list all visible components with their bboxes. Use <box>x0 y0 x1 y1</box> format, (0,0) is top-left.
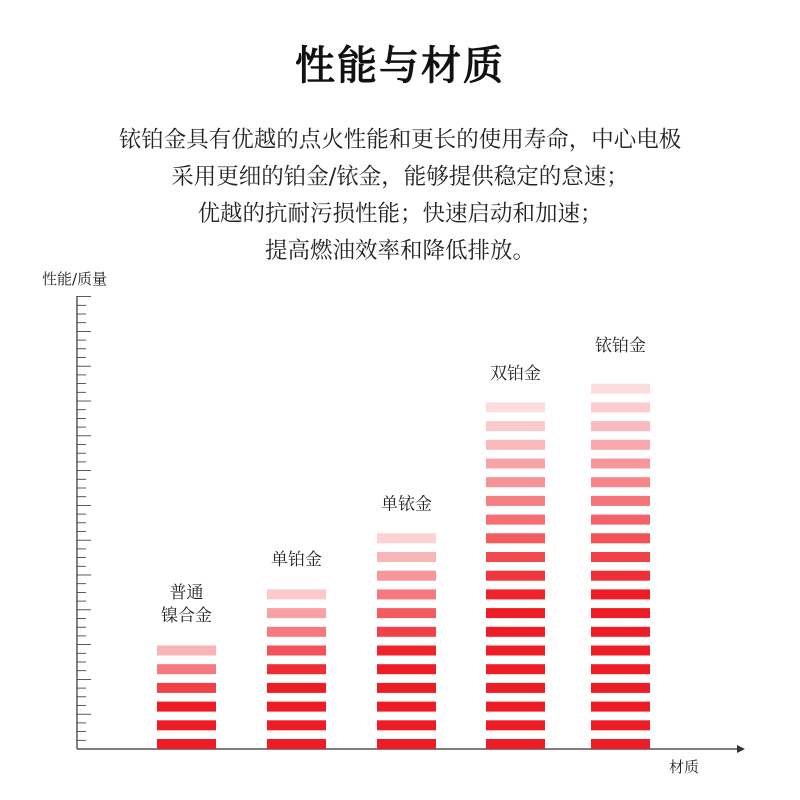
bar-stripe <box>377 589 436 599</box>
bar-stripe <box>267 589 326 599</box>
bar-stripe <box>377 571 436 581</box>
bar-label: 普通 <box>169 583 204 604</box>
bar-stripe <box>486 627 545 637</box>
bar-stripe <box>157 702 216 712</box>
bar-stripe <box>486 608 545 618</box>
bar-stripe <box>377 702 436 712</box>
bar-stripe <box>267 664 326 674</box>
bar-stripe <box>591 533 650 543</box>
bar-1 <box>157 646 216 750</box>
bar-stripe <box>591 459 650 469</box>
bar-stripe <box>267 627 326 637</box>
bar-stripe <box>591 608 650 618</box>
bar-stripe <box>377 683 436 693</box>
bar-stripe <box>591 571 650 581</box>
bar-label: 铱铂金 <box>595 335 646 356</box>
bar-stripe <box>157 739 216 749</box>
bar-stripe <box>591 683 650 693</box>
bar-5 <box>591 384 650 749</box>
bar-stripe <box>486 683 545 693</box>
bar-stripe <box>267 683 326 693</box>
bar-stripe <box>267 739 326 749</box>
bar-stripe <box>267 646 326 656</box>
bar-stripe <box>486 664 545 674</box>
bar-stripe <box>486 440 545 450</box>
bar-stripe <box>377 608 436 618</box>
bar-stripe <box>267 720 326 730</box>
bar-stripe <box>591 440 650 450</box>
description-line-3: 优越的抗耐污损性能；快速启动和加速； <box>197 201 603 227</box>
bar-stripe <box>591 421 650 431</box>
bar-3 <box>377 533 436 749</box>
bar-4 <box>486 402 545 749</box>
bar-stripe <box>591 384 650 394</box>
bar-stripe <box>267 608 326 618</box>
bar-stripe <box>591 402 650 412</box>
bar-2 <box>267 589 326 749</box>
bar-label: 镍合金 <box>161 606 212 627</box>
bar-stripe <box>486 515 545 525</box>
bar-stripe <box>591 477 650 487</box>
bar-stripe <box>157 646 216 656</box>
bar-stripe <box>377 533 436 543</box>
bar-stripe <box>591 515 650 525</box>
bar-stripe <box>486 421 545 431</box>
bar-stripe <box>157 720 216 730</box>
page-title: 性能与材质 <box>295 43 505 89</box>
bar-stripe <box>377 720 436 730</box>
bar-stripe <box>486 402 545 412</box>
bar-stripe <box>486 533 545 543</box>
bar-stripe <box>591 720 650 730</box>
chart-category-labels <box>161 336 646 626</box>
bar-stripe <box>486 459 545 469</box>
bar-stripe <box>267 702 326 712</box>
bar-stripe <box>591 646 650 656</box>
bar-label: 单铱金 <box>381 494 432 515</box>
x-axis-label: 材质 <box>669 758 700 776</box>
bar-stripe <box>486 496 545 506</box>
description-line-1: 铱铂金具有优越的点火性能和更长的使用寿命，中心电极 <box>118 127 682 153</box>
bar-stripe <box>591 739 650 749</box>
bar-stripe <box>486 552 545 562</box>
bar-label: 单铂金 <box>271 550 322 571</box>
bar-stripe <box>486 739 545 749</box>
bar-stripe <box>377 627 436 637</box>
bar-stripe <box>377 646 436 656</box>
bar-stripe <box>591 627 650 637</box>
bar-stripe <box>591 664 650 674</box>
bar-stripe <box>486 589 545 599</box>
y-axis-label: 性能/质量 <box>42 270 108 288</box>
bar-stripe <box>591 496 650 506</box>
bar-stripe <box>157 664 216 674</box>
bar-stripe <box>486 477 545 487</box>
description-line-2: 采用更细的铂金/铱金，能够提供稳定的怠速； <box>171 164 629 190</box>
bar-stripe <box>591 702 650 712</box>
chart-bars <box>157 384 650 749</box>
bar-stripe <box>486 702 545 712</box>
bar-stripe <box>486 646 545 656</box>
bar-stripe <box>377 739 436 749</box>
bar-stripe <box>157 683 216 693</box>
bar-stripe <box>591 589 650 599</box>
x-axis-arrow <box>737 745 745 753</box>
bar-stripe <box>591 552 650 562</box>
bar-stripe <box>486 720 545 730</box>
bar-label: 双铂金 <box>490 363 541 384</box>
bar-stripe <box>377 552 436 562</box>
description-line-4: 提高燃油效率和降低排放。 <box>264 238 535 264</box>
bar-stripe <box>486 571 545 581</box>
bar-stripe <box>377 664 436 674</box>
